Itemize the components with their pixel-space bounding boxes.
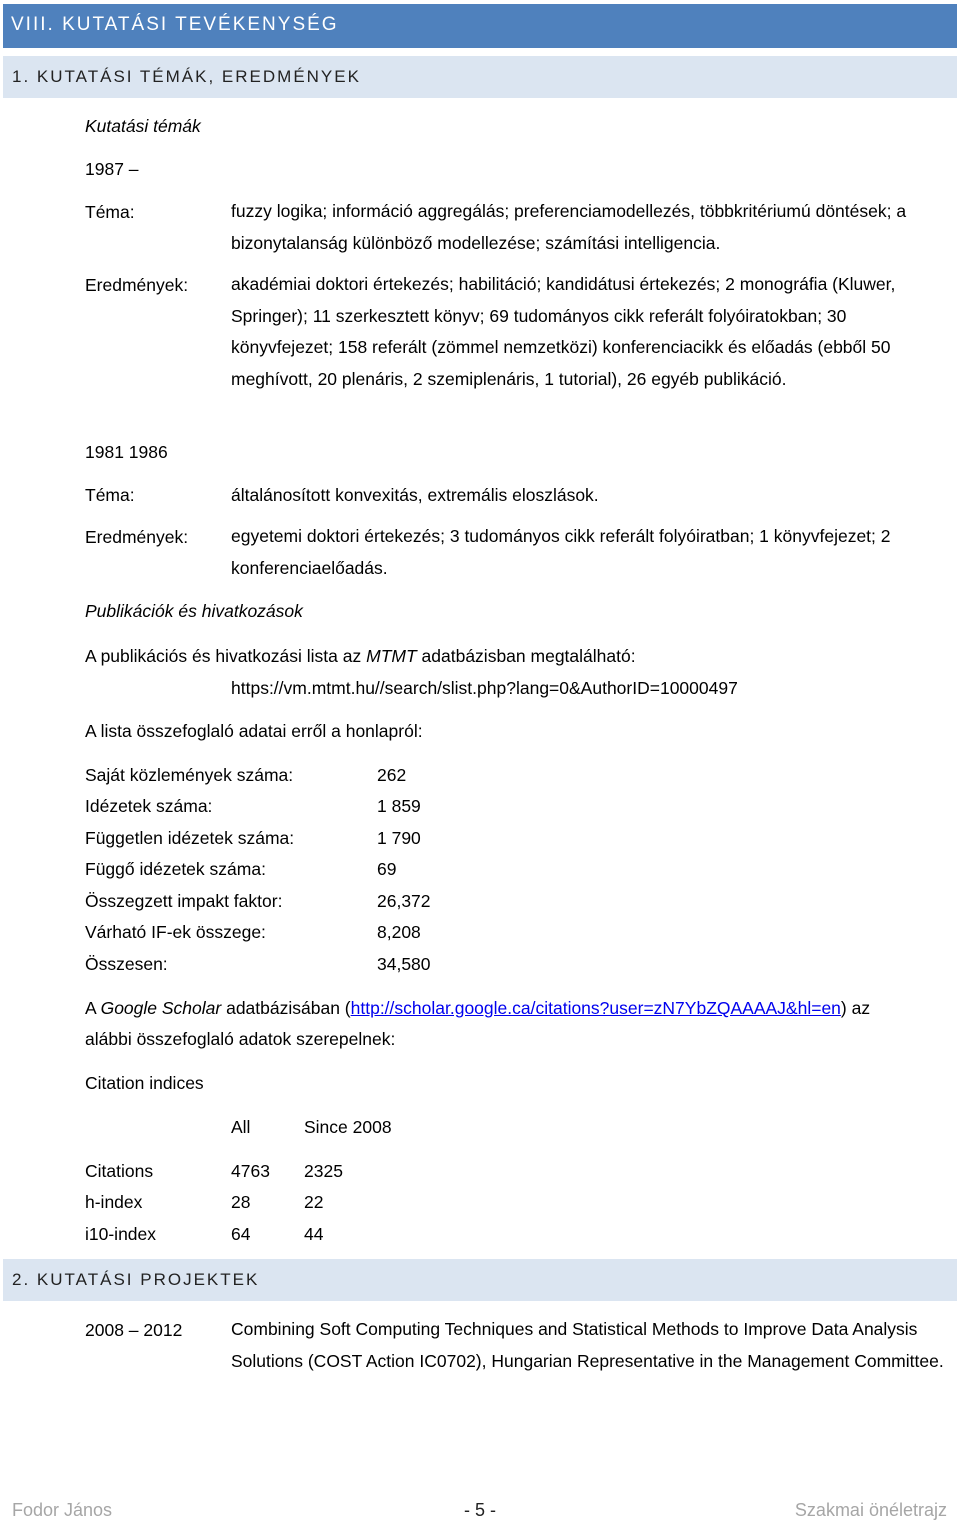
stat-value: 69: [377, 859, 397, 879]
footer-page-number: - 5 -: [464, 1500, 497, 1520]
period1-topic-label: Téma:: [85, 202, 135, 222]
summary-intro: A lista összefoglaló adatai erről a honlapról:: [85, 721, 423, 741]
scholar-line: [85, 998, 870, 1019]
mtmt-pre: A publikációs és hivatkozási lista az: [85, 646, 367, 666]
stat-value: 8,208: [377, 922, 421, 942]
citation-row-all: 4763: [231, 1161, 270, 1181]
section-title: VIII. KUTATÁSI TEVÉKENYSÉG: [11, 14, 339, 35]
stat-label: Függő idézetek száma:: [85, 859, 266, 879]
stat-value: 26,372: [377, 891, 431, 911]
period2-topic-label: Téma:: [85, 485, 135, 505]
citation-row-since: 44: [304, 1224, 324, 1244]
subsection-header-2: [3, 1259, 957, 1301]
stat-value: 262: [377, 765, 407, 785]
citation-row-label: Citations: [85, 1161, 154, 1181]
subsection-header-1: [3, 56, 957, 98]
stat-label: Saját közlemények száma:: [85, 765, 294, 785]
scholar-line2: alábbi összefoglaló adatok szerepelnek:: [85, 1029, 396, 1049]
period2-results-text: egyetemi doktori értekezés; 3 tudományos cikk referált folyóiratban; 1 könyvfejezet; 2 konferenciaelőadás.: [231, 526, 891, 578]
period1-topic-text: fuzzy logika; információ aggregálás; preferenciamodellezés, többkritériumú döntések; a bizonytalanság különböző modellezése; számítási intelligencia.: [231, 201, 907, 253]
citation-row-label: h-index: [85, 1192, 143, 1212]
subsection-title-2: 2. KUTATÁSI PROJEKTEK: [12, 1270, 260, 1289]
stat-label: Idézetek száma:: [85, 796, 213, 816]
project-years: 2008 – 2012: [85, 1320, 183, 1340]
period1-years: 1987 –: [85, 159, 139, 179]
stat-value: 1 790: [377, 828, 421, 848]
period2-topic-text: általánosított konvexitás, extremális eloszlások.: [231, 485, 599, 505]
stat-value: 1 859: [377, 796, 421, 816]
mtmt-url: https://vm.mtmt.hu//search/slist.php?lang=0&AuthorID=10000497: [231, 678, 738, 698]
scholar-pre: A: [85, 998, 101, 1018]
mtmt-line: [85, 646, 636, 667]
stat-label: Független idézetek száma:: [85, 828, 295, 848]
citation-row-since: 22: [304, 1192, 324, 1212]
stat-label: Összegzett impakt faktor:: [85, 891, 283, 911]
citation-row-all: 64: [231, 1224, 251, 1244]
mtmt-post: adatbázisban megtalálható:: [416, 646, 636, 666]
citation-row-label: i10-index: [85, 1224, 157, 1244]
scholar-post: ) az: [840, 998, 871, 1018]
scholar-name: Google Scholar: [100, 998, 222, 1018]
mtmt-db-name: MTMT: [366, 646, 417, 666]
stat-label: Összesen:: [85, 954, 168, 974]
footer-doc-title: Szakmai önéletrajz: [794, 1500, 947, 1520]
citation-row-all: 28: [231, 1192, 251, 1212]
citation-row-since: 2325: [304, 1161, 343, 1181]
stat-label: Várható IF-ek összege:: [85, 922, 266, 942]
period2-results-label: Eredmények:: [85, 527, 189, 547]
topics-heading: Kutatási témák: [85, 116, 201, 136]
scholar-mid: adatbázisában (: [221, 998, 351, 1018]
stat-value: 34,580: [377, 954, 431, 974]
citation-indices-title: Citation indices: [85, 1073, 204, 1093]
period1-results-label: Eredmények:: [85, 275, 189, 295]
col-header-all: All: [231, 1117, 251, 1137]
scholar-link[interactable]: http://scholar.google.ca/citations?user=zN7YbZQAAAAJ&hl=en: [350, 998, 841, 1018]
period2-years: 1981 1986: [85, 442, 168, 462]
section-header: [3, 4, 957, 48]
footer-author: Fodor János: [12, 1500, 113, 1520]
col-header-since: Since 2008: [304, 1117, 392, 1137]
subsection-title-1: 1. KUTATÁSI TÉMÁK, EREDMÉNYEK: [12, 67, 361, 86]
project-text: Combining Soft Computing Techniques and Statistical Methods to Improve Data Analysis Solutions (COST Action IC0702), Hungarian Representative in the Management Committee.: [231, 1319, 944, 1371]
period1-results-text: akadémiai doktori értekezés; habilitáció; kandidátusi értekezés; 2 monográfia (Kluwer, Springer); 11 szerkesztett könyv; 69 tudományos cikk referált folyóiratokban; 30 könyvfejezet; 158 referált (zömmel nemzetközi) konferenciacikk és előadás (ebből 50 meghívott, 20 plenáris, 2 szemiplenáris, 1 tutorial), 26 egyéb publikáció.: [231, 274, 896, 389]
publications-heading: Publikációk és hivatkozások: [85, 601, 303, 621]
